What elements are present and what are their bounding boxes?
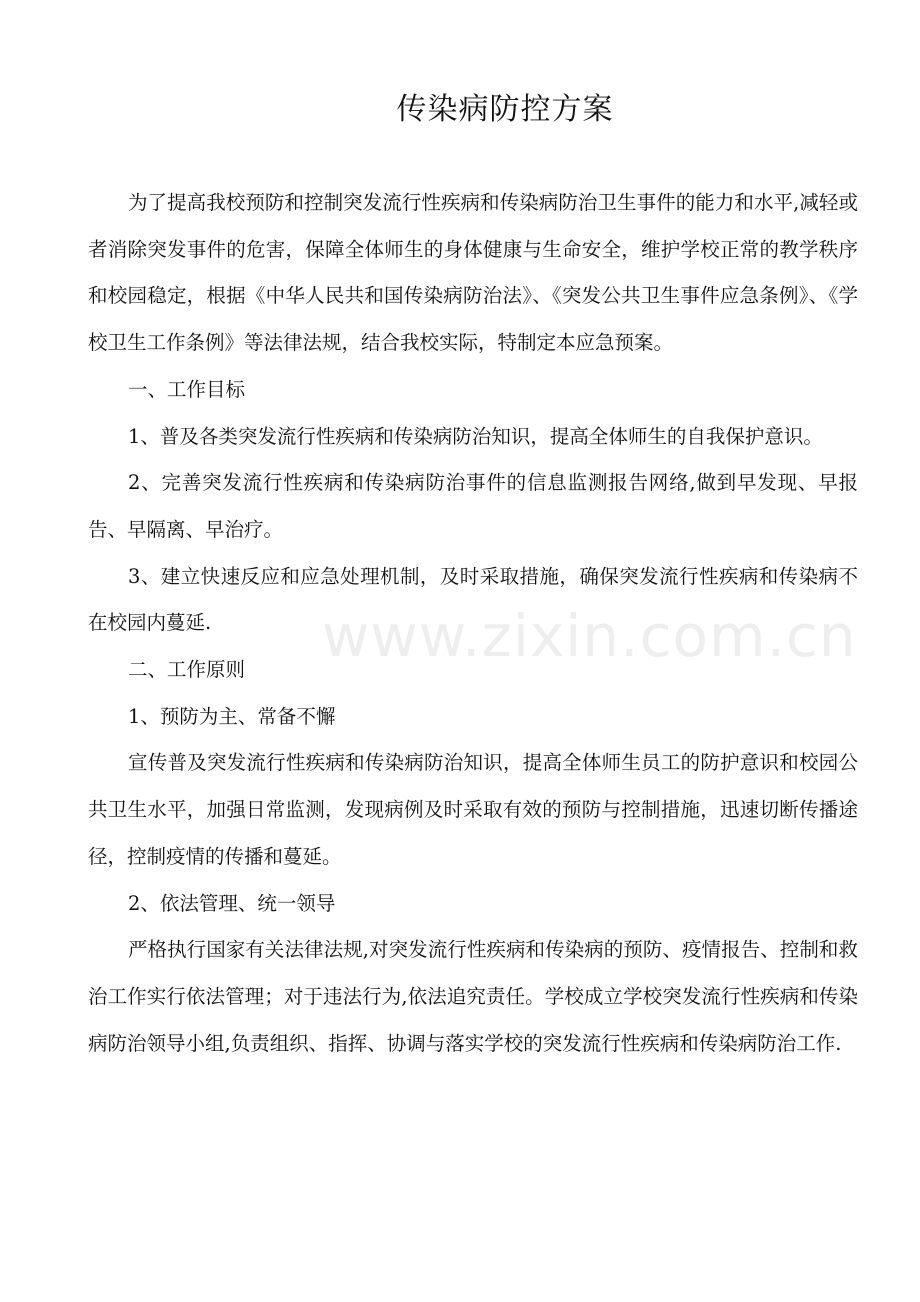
goal-item-3: 3、建立快速反应和应急处理机制，及时采取措施，确保突发流行性疾病和传染病不在校园内蔓延.	[88, 564, 858, 635]
principle-heading-2: 2、依法管理、统一领导	[128, 891, 336, 915]
goal-item-2: 2、完善突发流行性疾病和传染病防治事件的信息监测报告网络,做到早发现、早报告、早隔离、早治疗。	[88, 471, 858, 541]
watermark-text: www.zixin.com.cn	[322, 602, 857, 670]
principle-heading-1: 1、预防为主、常备不懈	[128, 704, 336, 728]
intro-paragraph: 为了提高我校预防和控制突发流行性疾病和传染病防治卫生事件的能力和水平,减轻或者消除突发事件的危害，保障全体师生的身体健康与生命安全，维护学校正常的教学秩序和校园稳定，根据《中华人民共和国传染病防治法》、《突发公共卫生事件应急条例》、《学校卫生工作条例》等法律法规，结合我校实际，特制定本应急预案。	[88, 191, 858, 355]
section-heading-goals: 一、工作目标	[128, 377, 246, 401]
principle-text-1: 宣传普及突发流行性疾病和传染病防治知识，提高全体师生员工的防护意识和校园公共卫生水平，加强日常监测，发现病例及时采取有效的预防与控制措施，迅速切断传播途径，控制疫情的传播和蔓延。	[88, 751, 858, 868]
section-heading-principles: 二、工作原则	[128, 658, 246, 682]
document-title: 传染病防控方案	[396, 92, 614, 127]
goal-item-1: 1、普及各类突发流行性疾病和传染病防治知识，提高全体师生的自我保护意识。	[128, 424, 823, 448]
principle-text-2: 严格执行国家有关法律法规,对突发流行性疾病和传染病的预防、疫情报告、控制和救治工作实行依法管理；对于违法行为,依法追究责任。学校成立学校突发流行性疾病和传染病防治领导小组,负责组织、指挥、协调与落实学校的突发流行性疾病和传染病防治工作.	[88, 938, 858, 1055]
document-body	[88, 180, 858, 1067]
